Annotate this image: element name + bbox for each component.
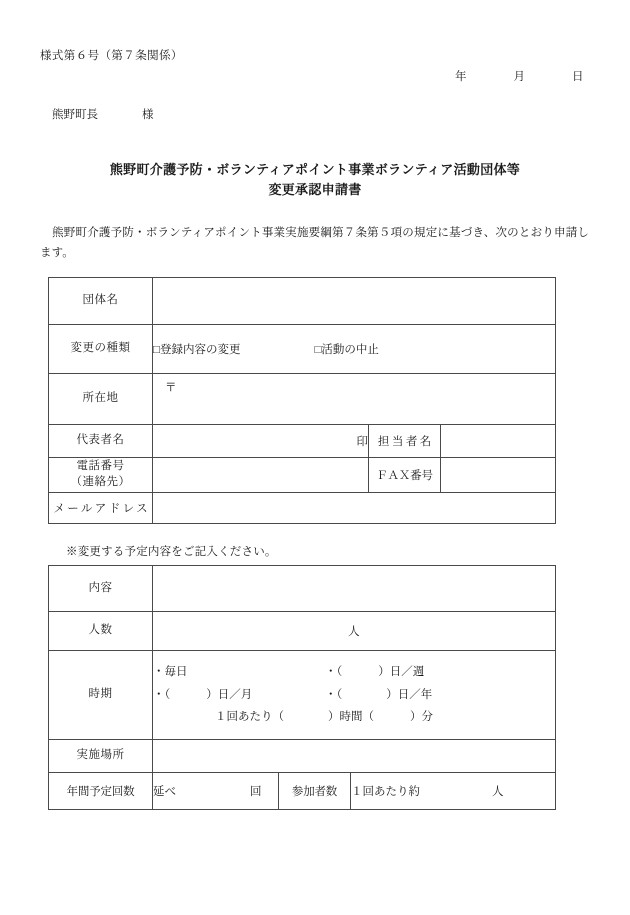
- address-field[interactable]: [153, 374, 556, 425]
- per-session-hours-label: ）時間（: [328, 711, 374, 724]
- location-field[interactable]: [153, 740, 556, 773]
- phone-label-line-1: 電話番号: [76, 460, 125, 473]
- phone-label-line-2: （連絡先）: [70, 476, 131, 488]
- addressee-name: 熊野町長: [52, 109, 98, 121]
- period-month-open: ・（: [153, 688, 171, 701]
- period-week-close: ）日／週: [378, 666, 425, 679]
- phone-label: [49, 458, 153, 493]
- table-row-organization-name: [49, 278, 556, 325]
- document-title: [0, 160, 630, 200]
- period-line-2: [153, 684, 555, 706]
- checkbox-activity-stop[interactable]: □活動の中止: [314, 344, 379, 356]
- form-number: 様式第６号（第７条関係）: [40, 50, 183, 62]
- table-row-people: [49, 612, 556, 651]
- table-row-annual-count: [49, 773, 556, 810]
- table-row-email: [49, 493, 556, 524]
- change-type-label: 変更の種類: [49, 325, 153, 374]
- table-row-period: [49, 651, 556, 740]
- change-type-options: [153, 325, 556, 374]
- period-options: [153, 651, 556, 740]
- period-option-monthly[interactable]: [153, 684, 325, 706]
- annual-total-prefix: 延べ: [153, 786, 176, 798]
- content-field[interactable]: [153, 566, 556, 612]
- contact-person-label: 担 当 者 名: [369, 425, 441, 458]
- organization-name-label: 団体名: [49, 278, 153, 325]
- change-details-table: [48, 565, 556, 810]
- table-row-content: [49, 566, 556, 612]
- period-month-close: ）日／月: [206, 688, 253, 701]
- period-year-close: ）日／年: [386, 688, 433, 701]
- title-line-1: 熊野町介護予防・ボランティアポイント事業ボランティア活動団体等: [109, 162, 521, 177]
- period-option-daily[interactable]: ・毎日: [153, 666, 188, 679]
- title-line-2: 変更承認申請書: [268, 182, 362, 198]
- annual-total-unit: 回: [250, 786, 262, 798]
- year-label: 年: [455, 71, 467, 83]
- representative-label: 代表者名: [49, 425, 153, 458]
- checkbox-registration-change[interactable]: □登録内容の変更: [153, 344, 241, 356]
- change-details-note: ※変更する予定内容をご記入ください。: [66, 546, 277, 558]
- table-row-address: [49, 374, 556, 425]
- addressee-honorific: 様: [142, 109, 154, 121]
- date-entry-line: [455, 68, 584, 84]
- organization-name-field[interactable]: [153, 278, 556, 325]
- representative-field[interactable]: [153, 425, 369, 458]
- per-session-prefix: １回あたり（: [215, 711, 284, 724]
- day-label: 日: [572, 71, 584, 83]
- participants-unit: 人: [492, 786, 504, 798]
- content-label: 内容: [49, 566, 153, 612]
- period-line-1: [153, 661, 555, 683]
- people-label: 人数: [49, 612, 153, 651]
- organization-table: [48, 277, 556, 524]
- location-label: 実施場所: [49, 740, 153, 773]
- addressee-line: [52, 106, 154, 122]
- people-field[interactable]: [153, 612, 556, 651]
- phone-field[interactable]: [153, 458, 369, 493]
- address-label: 所在地: [49, 374, 153, 425]
- period-label: 時期: [49, 651, 153, 740]
- annual-total-field[interactable]: [153, 773, 279, 810]
- email-label: メールアドレス: [49, 493, 153, 524]
- contact-person-field[interactable]: [441, 425, 556, 458]
- participants-field[interactable]: [351, 773, 556, 810]
- fax-label: ＦＡＸ番号: [369, 458, 441, 493]
- period-option-yearly[interactable]: [325, 684, 432, 706]
- email-field[interactable]: [153, 493, 556, 524]
- table-row-phone: [49, 458, 556, 493]
- seal-mark: 印: [356, 436, 368, 448]
- participants-prefix: １回あたり約: [351, 786, 420, 798]
- period-week-open: ・（: [325, 666, 343, 679]
- period-option-weekly[interactable]: [325, 661, 424, 683]
- participants-label: 参加者数: [279, 773, 351, 810]
- period-year-open: ・（: [325, 688, 343, 701]
- table-row-representative: [49, 425, 556, 458]
- fax-field[interactable]: [441, 458, 556, 493]
- per-session-minutes-label: ）分: [410, 711, 433, 724]
- intro-paragraph: [40, 224, 589, 264]
- intro-text: 熊野町介護予防・ボランティアポイント事業実施要綱第７条第５項の規定に基づき、次のとおり申請します。: [40, 227, 589, 259]
- period-line-3: [153, 706, 555, 728]
- people-unit: 人: [348, 626, 360, 638]
- postal-code-mark: 〒: [165, 382, 177, 394]
- annual-count-label: 年間予定回数: [49, 773, 153, 810]
- month-label: 月: [513, 71, 525, 83]
- table-row-location: [49, 740, 556, 773]
- table-row-change-type: [49, 325, 556, 374]
